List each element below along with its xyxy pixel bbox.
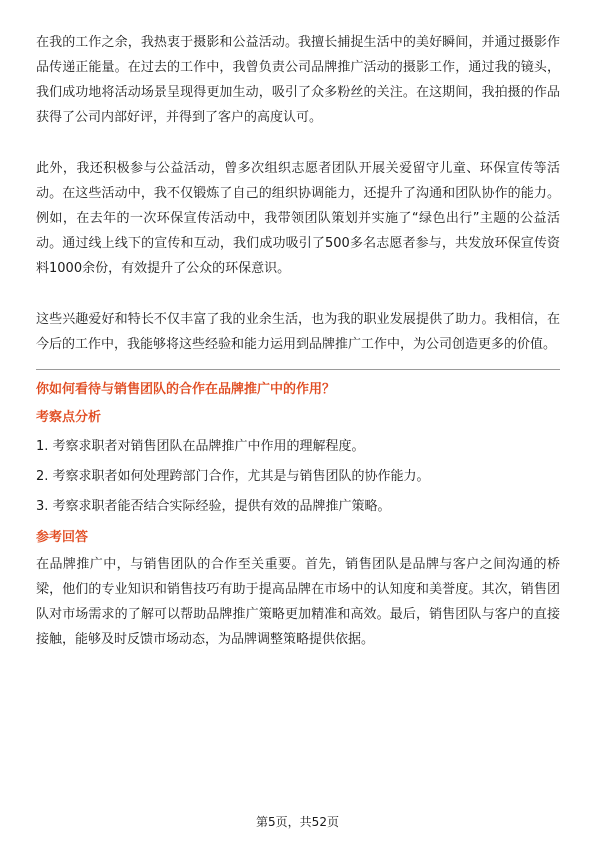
section-divider — [36, 369, 560, 370]
page-number: 第5页，共52页 — [256, 815, 339, 829]
body-paragraph-conclusion: 这些兴趣爱好和特长不仅丰富了我的业余生活，也为我的职业发展提供了助力。我相信，在今后的工作中，我能够将这些经验和能力运用到品牌推广工作中，为公司创造更多的价值。 — [36, 312, 560, 352]
answer-heading: 参考回答 — [36, 530, 89, 545]
paragraph-spacer — [36, 130, 560, 156]
answer-text: 在品牌推广中，与销售团队的合作至关重要。首先，销售团队是品牌与客户之间沟通的桥梁，他们的专业知识和销售技巧有助于提高品牌在市场中的认知度和美誉度。其次，销售团队对市场需求的了解可以帮助品牌推广策略更加精准和高效。最后，销售团队与客户的直接接触，能够及时反馈市场动态，为品牌调整策略提供依据。 — [36, 557, 560, 647]
paragraph-spacer — [36, 281, 560, 307]
interview-question: 你如何看待与销售团队的合作在品牌推广中的作用？ — [36, 382, 336, 397]
document-page — [36, 30, 560, 652]
analysis-item: 2. 考察求职者如何处理跨部门合作，尤其是与销售团队的协作能力。 — [36, 469, 430, 484]
body-paragraph-volunteer: 此外，我还积极参与公益活动，曾多次组织志愿者团队开展关爱留守儿童、环保宣传等活动。在这些活动中，我不仅锻炼了自己的组织协调能力，还提升了沟通和团队协作的能力。例如，在去年的一次环保宣传活动中，我带领团队策划并实施了“绿色出行”主题的公益活动。通过线上线下的宣传和互动，我们成功吸引了500多名志愿者参与，共发放环保宣传资料1000余份，有效提升了公众的环保意识。 — [36, 161, 560, 276]
analysis-item: 3. 考察求职者能否结合实际经验，提供有效的品牌推广策略。 — [36, 499, 391, 514]
body-paragraph-hobbies: 在我的工作之余，我热衷于摄影和公益活动。我擅长捕捉生活中的美好瞬间，并通过摄影作品传递正能量。在过去的工作中，我曾负责公司品牌推广活动的摄影工作，通过我的镜头，我们成功地将活动场景呈现得更加生动，吸引了众多粉丝的关注。在这期间，我拍摄的作品获得了公司内部好评，并得到了客户的高度认可。 — [36, 35, 560, 125]
analysis-heading: 考察点分析 — [36, 410, 102, 425]
analysis-item: 1. 考察求职者对销售团队在品牌推广中作用的理解程度。 — [36, 439, 365, 454]
